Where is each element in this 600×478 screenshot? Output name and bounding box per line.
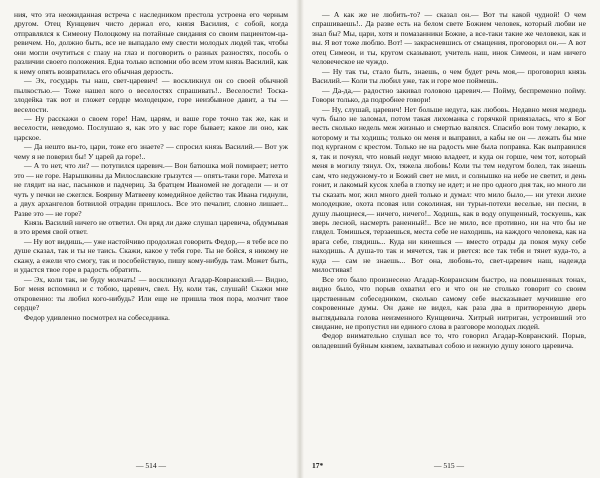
paragraph: — Ну вот видишь,— уже настойчиво продолжал говорить Федор,— я тебе все по душе сказал, так и ты не таись. Скажи, какое у тебя горе. Ты не бойся, я никому не скажу, а ежели что смогу, так и пособействую, пишу кому-нибудь там. Может быть, и удастся твое горе в радость обратить. [14, 236, 288, 275]
paragraph: Князь Василий ничего не ответил. Он вряд ли даже слушал царевича, обдумывая в это время свой ответ. [14, 217, 288, 237]
paragraph: Федор внимательно слушал все то, что говорил Агадар-Ковранский. Порыв, овладевший буйным князем, захватывал собою и нежную душу юного царевича. [312, 331, 586, 350]
paragraph: — Эх, государь ты наш, свет-царевич! — воскликнул он со своей обычной пылкостью.— Тоже нашел кого о веселостях спрашивать!.. Веселости! Тоска-злодейка так вот и гложет сердце молодецкое, горе неизбывное давит, а ты — веселости. [14, 76, 288, 114]
paragraph: — Ну расскажи о своем горе! Нам, царям, и ваше горе точно так же, как и веселости, неведомо. Послушаю я, как это у вас горе бывает; какое ли оно, как царское. [14, 113, 288, 142]
paragraph: ния, что эта неожиданная встреча с наследником престола устроена его черным другом. Отец Кунщевич чисто держал его, князя Василия, с собой, когда отправлялся к Симеону Полоцкому на потайные свидания со своим пациентом-царевичем. Но, должно быть, все не выпадало ему свести молодых людей так, чтобы они могли очутиться с глазу на глаз и поговорить о разных разностях, пособь о различии своего положения. Една только вспомни обо всем этом князь Василий, как к нему опять возвратилась его обычная дерзость. [14, 10, 288, 76]
paragraph: — Да нешто вы-то, цари, тоже его знаете? — спросил князь Василий.— Вот уж чему я не поверил бы! У царей да горе!.. [14, 142, 288, 161]
paragraph: Федор удивленно посмотрел на собеседника. [24, 312, 170, 322]
right-page-text [312, 10, 586, 432]
page-number: — 515 — [434, 461, 464, 470]
paragraph: Все это было произнесено Агадар-Ковранским быстро, на повышенных тонах, видно было, что порыв охватил его и что он не столько говорит со своим царственным собеседником, сколько самому себе высказывает мучившие его сокровенные думы. Он даже не видел, как раза два в притворенную дверь выглядывала голова неизменного Кунщевича. Хитрый интриган, устроивший это свидание, не пропустил ни единого слова в разговоре молодых людей. [312, 274, 586, 331]
paragraph: — Ну, слушай, царевич! Нет больше недуга, как любовь. Недавно меня медведь чуть было не заломал, потом такая лихоманка с горячкой привязалась, что я Бог весть сколько недель меж жизнью и смертью валялся. Спасибо вон тому лекарю, к которому и ты ходишь; только он меня и выправил, а кабы не он — лежать бы мне под курганом с крестом. Только не на радость мне была поправка. Как выправился я, так и почуял, что новый недуг мною владеет, и куда он горше, чем тот, который меня в могилу тянул. Ох, тяжела любовь! Коли ты тем недугом болел, так знаешь сам, что недужному-то и Божий свет не мил, и солнышко на небе не светит, и день гонит, и лакомый кусок хлеба в глотку не идет; и не про одного дня так, но много ли ты сказать мог, жил много дней только и думал: что мило было,— ни утехи лихие молодецкие, охота псовая или соколиная, ни турьи-потехи веселые, ни песни, в душу льющиеся,— ничего, ничего!.. Ходишь, как в воду опущенный, тоскуешь, как зверь лесной, насмерть раненный!.. Все не мило, все противно, ни на что бы не глядел. Томишься, терзаешься, места себе не находишь, на каждого человека, как на врага себе, глядишь... Куда ни кинешься — вместо отрады да покоя муку себе находишь. А душа-то так и мячется, так и рвется: все так тебя и тянет куда-то, а куда — сам не знаешь... Вот она, любовь-то, свет-царевич наш, надежда милостивая! [312, 104, 586, 275]
right-page [300, 0, 600, 478]
paragraph: — А то нет, что ли? — потупился царевич.— Вон батюшка мой помирает; нетто это — не горе. Нарышкины да Милославские грызутся — опять-таки горе. Матеха и не глядит на нас, пасынков и падчериц. За братцем Иваномей не догадели — и от чуть у печки не сжеглся. Боярину Матвееву комедийное действо так Ивана гиднули, а двух архангелов ботвилой отрадин пришлось. Все это печалит, словно лишает... Разве это — не горе? [14, 161, 288, 218]
left-page-text [14, 10, 288, 432]
paragraph: — Да-да,— радостно закивал головою царевич.— Пойму, беспременно пойму. Говори только, да подробнее говори! [312, 85, 586, 105]
paragraph: — А как же не любить-то? — сказал он.— Вот ты какой чудной! О чем спрашиваешь!.. Да разве есть на белом свете Божием человек, который любви не знал бы? Мы, цари, хотя и помазанники Божие, а все-таки такие же человеки, как и вы. Я вот тоже люблю. Вот! — закрасневшись от смащения, проговорил он.— А вот отец Симеон, и ты, кругом сказывают, учитель наш, инок Симеон, и нам ничего человеческое не чуждо. [312, 10, 586, 67]
paragraph: — Эх, коли так, не буду молчать! — воскликнул Агадар-Ковранский.— Видно, Бог меня вспомнил и с тобою, царевич, свел. Ну, коли так, слушай! Скажи мне откровенно: ты любил кого-нибудь? Или еще не пришла твоя пора, молчит твое сердце? [14, 274, 288, 313]
signature-mark: 17* [312, 461, 324, 470]
paragraph: — Ну так ты, стало быть, знаешь, о чем будет речь моя,— проговорил князь Василий.— Коли ты любил уже, так и горе мое поймешь. [312, 66, 586, 86]
page-number: — 514 — [136, 461, 166, 470]
